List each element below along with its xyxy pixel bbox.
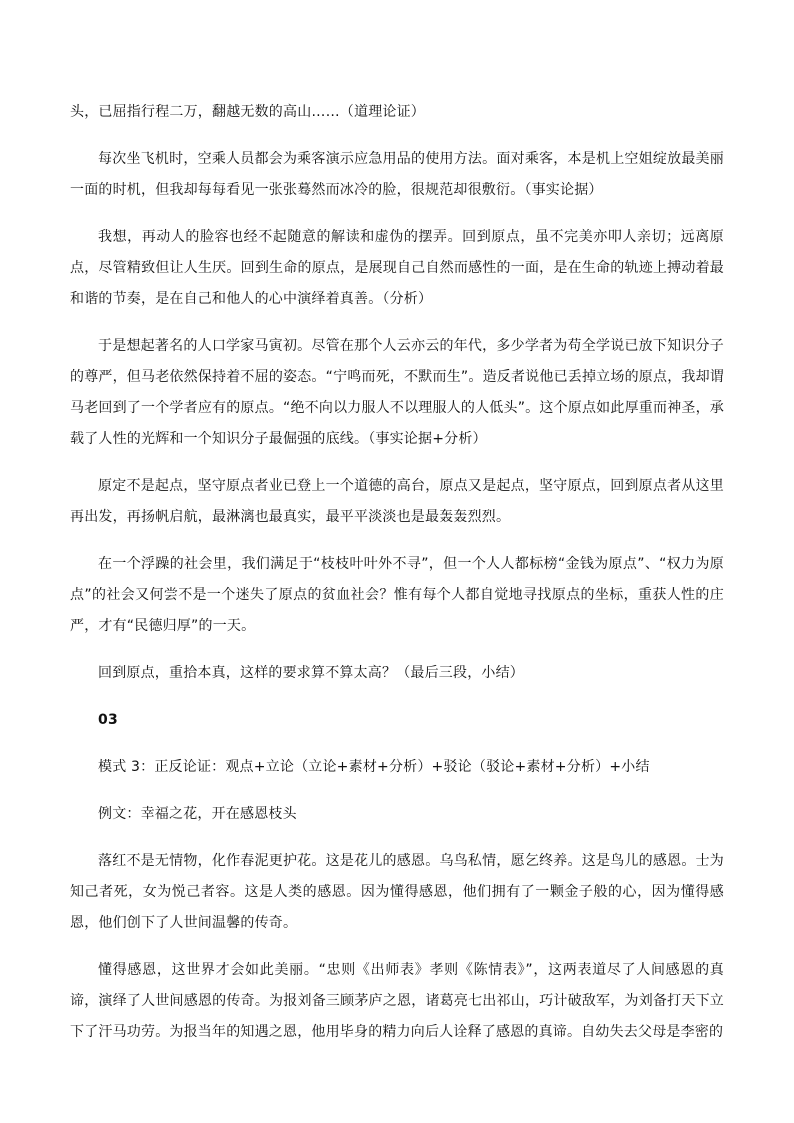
section-number: 03 xyxy=(98,712,118,728)
paragraph-1: 头，已屈指行程二万，翻越无数的高山……（道理论证） xyxy=(70,104,425,120)
paragraph-2: 每次坐飞机时，空乘人员都会为乘客演示应急用品的使用方法。面对乘客，本是机上空姐绽放最美丽一面的时机，但我却每每看见一张张蓦然而冰冷的脸，很规范却很敷衍。（事实论据） xyxy=(70,151,724,198)
paragraph-4: 于是想起著名的人口学家马寅初。尽管在那个人云亦云的年代，多少学者为苟全学说已放下知识分子的尊严，但马老依然保持着不屈的姿态。“宁鸣而死，不默而生”。造反者说他已丢掉立场的原点，我却谓马老回到了一个学者应有的原点。“绝不向以力服人不以理服人的人低头”。这个原点如此厚重而神圣，承载了人性的光辉和一个知识分子最倔强的底线。（事实论据+分析） xyxy=(70,338,724,447)
paragraph-5: 原定不是起点，坚守原点者业已登上一个道德的高台，原点又是起点，坚守原点，回到原点者从这里再出发，再扬帆启航，最淋漓也最真实，最平平淡淡也是最轰轰烈烈。 xyxy=(70,478,724,525)
document-body xyxy=(70,97,724,1064)
paragraph-6: 在一个浮躁的社会里，我们满足于“枝枝叶叶外不寻”，但一个人人都标榜“金钱为原点”、“权力为原点”的社会又何尝不是一个迷失了原点的贫血社会？惟有每个人都自觉地寻找原点的坐标，重获人性的庄严，才有“民德归厚”的一天。 xyxy=(70,556,724,634)
example-title: 例文：幸福之花，开在感恩枝头 xyxy=(98,806,297,822)
paragraph-8: 落红不是无情物，化作春泥更护花。这是花儿的感恩。乌鸟私情，愿乞终养。这是鸟儿的感恩。士为知己者死，女为悦己者容。这是人类的感恩。因为懂得感恩，他们拥有了一颗金子般的心，因为懂得感恩，他们创下了人世间温馨的传奇。 xyxy=(70,853,724,931)
paragraph-7: 回到原点，重拾本真，这样的要求算不算太高？（最后三段，小结） xyxy=(98,665,524,681)
mode-heading: 模式 3：正反论证：观点+立论（立论+素材+分析）+驳论（驳论+素材+分析）+小结 xyxy=(98,759,650,775)
paragraph-9: 懂得感恩，这世界才会如此美丽。“忠则《出师表》孝则《陈情表》”，这两表道尽了人间感恩的真谛，演绎了人世间感恩的传奇。为报刘备三顾茅庐之恩，诸葛亮七出祁山，巧计破敌军，为刘备打天下立下了汗马功劳。为报当年的知遇之恩，他用毕身的精力向后人诠释了感恩的真谛。自幼失去父母是李密的 xyxy=(70,962,724,1040)
paragraph-3: 我想，再动人的脸容也经不起随意的解读和虚伪的摆弄。回到原点，虽不完美亦叩人亲切；远离原点，尽管精致但让人生厌。回到生命的原点，是展现自己自然而感性的一面，是在生命的轨迹上搏动着最和谐的节奏，是在自己和他人的心中演绎着真善。（分析） xyxy=(70,229,724,307)
